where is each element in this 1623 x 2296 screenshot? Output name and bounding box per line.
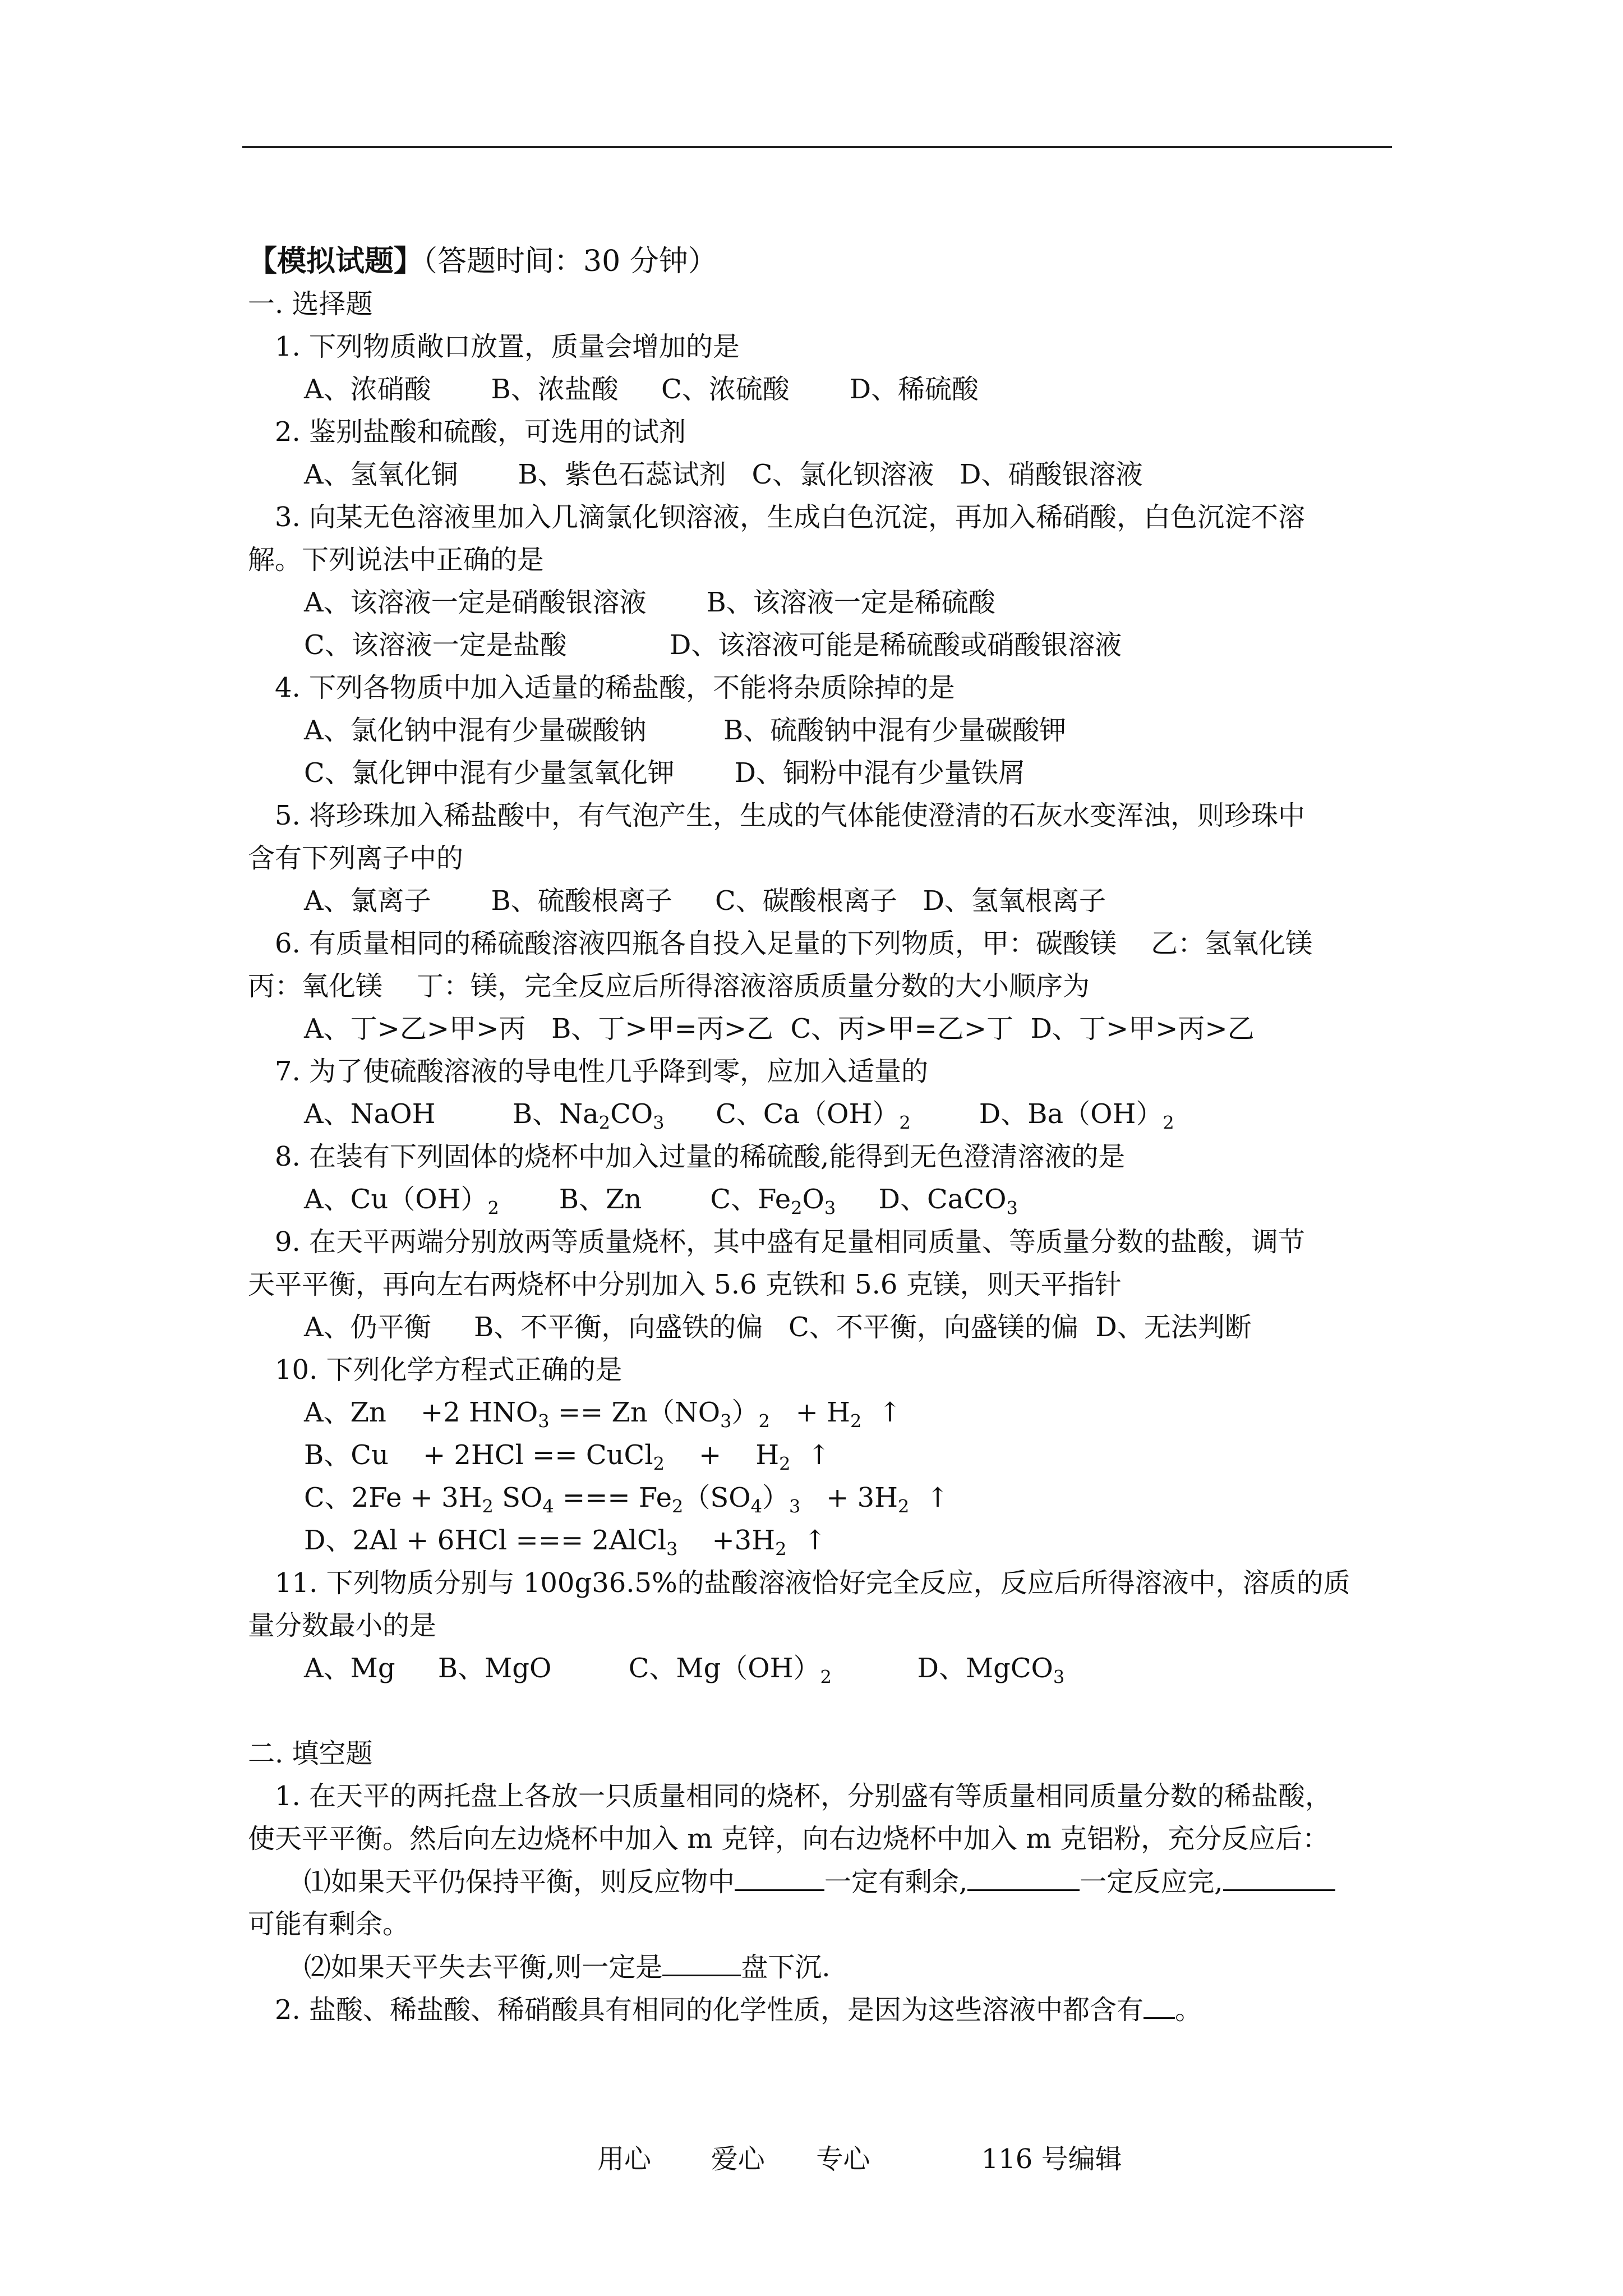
answer-blank[interactable] bbox=[735, 1860, 824, 1891]
q11-stem-line2: 量分数最小的是 bbox=[248, 1610, 437, 1641]
q10-stem: 10. 下列化学方程式正确的是 bbox=[275, 1354, 623, 1386]
answer-blank[interactable] bbox=[967, 1860, 1080, 1891]
q8-options bbox=[248, 1178, 1392, 1221]
q7-stem: 7. 为了使硫酸溶液的导电性几乎降到零，应加入适量的 bbox=[275, 1056, 929, 1087]
q7-option-b: B、$Na_2CO_3$ bbox=[512, 1098, 665, 1134]
q4-options-line2: C、氯化钾中混有少量氢氧化钾 D、铜粉中混有少量铁屑 bbox=[304, 757, 1026, 789]
q5-options: A、氯离子 B、硫酸根离子 C、碳酸根离子 D、氢氧根离子 bbox=[304, 885, 1106, 917]
fill-q2-stem: 2. 盐酸、稀盐酸、稀硝酸具有相同的化学性质，是因为这些溶液中都含有 。 bbox=[248, 1988, 1392, 2031]
q8-option-b: B、Zn bbox=[559, 1184, 642, 1215]
fill-q1-part1-cont: 可能有剩余。 bbox=[248, 1908, 410, 1940]
section2-heading: 二. 填空题 bbox=[248, 1738, 373, 1769]
q6-stem-line1: 6. 有质量相同的稀硫酸溶液四瓶各自投入足量的下列物质，甲：碳酸镁 乙：氢氧化镁 bbox=[275, 928, 1313, 959]
q11-option-d: D、MgCO$_3$ bbox=[917, 1653, 1065, 1688]
q7-option-d: D、$Ba(OH)_2$ bbox=[979, 1098, 1174, 1134]
section1-heading: 一. 选择题 bbox=[248, 288, 373, 320]
q7-option-a: A、NaOH bbox=[304, 1098, 436, 1130]
q1-stem: 1. 下列物质敞口放置，质量会增加的是 bbox=[275, 331, 740, 362]
q8-stem: 8. 在装有下列固体的烧杯中加入过量的稀硫酸,能得到无色澄清溶液的是 bbox=[275, 1141, 1126, 1172]
fill-q1-stem-line2: 使天平平衡。然后向左边烧杯中加入 m 克锌，向右边烧杯中加入 m 克铝粉，充分反应后： bbox=[248, 1823, 1330, 1855]
q9-stem-line1: 9. 在天平两端分别放两等质量烧杯，其中盛有足量相同质量、等质量分数的盐酸，调节 bbox=[275, 1226, 1306, 1258]
q3-stem-line1: 3. 向某无色溶液里加入几滴氯化钡溶液，生成白色沉淀，再加入稀硝酸，白色沉淀不溶 bbox=[275, 501, 1306, 533]
answer-blank[interactable] bbox=[1223, 1860, 1335, 1891]
fill-q1-part2: ⑵如果天平失去平衡,则一定是 盘下沉. bbox=[248, 1945, 1392, 1988]
q7-option-c: C、$Ca(OH)_2$ bbox=[716, 1098, 911, 1134]
q9-options: A、仍平衡 B、不平衡，向盛铁的偏 C、不平衡，向盛镁的偏 D、无法判断 bbox=[304, 1312, 1252, 1343]
header-rule bbox=[242, 146, 1392, 148]
page-title bbox=[248, 240, 1392, 283]
q7-options bbox=[248, 1093, 1392, 1135]
q10-option-c: C、$2Fe + 3H_2$ $SO_4$ === $Fe_2(SO_4)_3 + 3H_2$ ↑ bbox=[304, 1482, 949, 1517]
page-footer: 用心 爱心 专心 116 号编辑 bbox=[597, 2143, 1122, 2175]
q3-stem-line2: 解。下列说法中正确的是 bbox=[248, 544, 545, 576]
q10-option-a: A、Zn +2 $HNO_3 == Zn(NO_3)_2 + H_2$ ↑ bbox=[304, 1397, 902, 1432]
q4-options-line1: A、氯化钠中混有少量碳酸钠 B、硫酸钠中混有少量碳酸钾 bbox=[304, 715, 1067, 746]
document-body bbox=[248, 240, 1392, 2031]
q1-options: A、浓硝酸 B、浓盐酸 C、浓硫酸 D、稀硫酸 bbox=[304, 374, 979, 405]
q11-option-c: C、$Mg(OH)_2$ bbox=[628, 1653, 832, 1688]
q5-stem-line2: 含有下列离子中的 bbox=[248, 843, 464, 874]
q5-stem-line1: 5. 将珍珠加入稀盐酸中，有气泡产生，生成的气体能使澄清的石灰水变浑浊，则珍珠中 bbox=[275, 800, 1306, 831]
fill-q1-part1: ⑴如果天平仍保持平衡，则反应物中 一定有剩余, 一定反应完, bbox=[248, 1860, 1392, 1903]
title-time: （答题时间：30 分钟） bbox=[423, 245, 717, 278]
q6-options: A、丁>乙>甲>丙 B、丁>甲=丙>乙 C、丙>甲=乙>丁 D、丁>甲>丙>乙 bbox=[304, 1013, 1255, 1045]
q11-options bbox=[248, 1647, 1392, 1690]
q3-options-line1: A、该溶液一定是硝酸银溶液 B、该溶液一定是稀硫酸 bbox=[304, 587, 995, 618]
q3-options-line2: C、该溶液一定是盐酸 D、该溶液可能是稀硫酸或硝酸银溶液 bbox=[304, 629, 1122, 661]
fill-q1-stem-line1: 1. 在天平的两托盘上各放一只质量相同的烧杯，分别盛有等质量相同质量分数的稀盐酸， bbox=[275, 1780, 1332, 1812]
q10-option-d: D、2Al + 6HCl === 2AlCl$_3$ $+3H_2$ ↑ bbox=[304, 1525, 827, 1560]
title-bold: 【模拟试题】 bbox=[248, 245, 423, 278]
q4-stem: 4. 下列各物质中加入适量的稀盐酸，不能将杂质除掉的是 bbox=[275, 672, 956, 703]
q8-option-c: C、$Fe_2O_3$ bbox=[710, 1184, 836, 1219]
q11-option-b: B、MgO bbox=[437, 1653, 552, 1684]
q11-stem-line1: 11. 下列物质分别与 100g36.5%的盐酸溶液恰好完全反应，反应后所得溶液中，溶质的质 bbox=[275, 1567, 1350, 1599]
answer-blank[interactable] bbox=[662, 1945, 741, 1976]
q8-option-a: A、$Cu(OH)_2$ bbox=[304, 1184, 499, 1219]
q2-stem: 2. 鉴别盐酸和硫酸，可选用的试剂 bbox=[275, 416, 686, 448]
q2-options: A、氢氧化铜 B、紫色石蕊试剂 C、氯化钡溶液 D、硝酸银溶液 bbox=[304, 459, 1143, 490]
q11-option-a: A、Mg bbox=[304, 1653, 395, 1684]
section-gap bbox=[248, 1690, 1392, 1732]
q10-option-b: B、Cu + 2HCl == CuCl$_2$ + $H_2$ ↑ bbox=[304, 1439, 831, 1475]
q8-option-d: D、CaCO$_3$ bbox=[878, 1184, 1018, 1219]
q6-stem-line2: 丙：氧化镁 丁：镁，完全反应后所得溶液溶质质量分数的大小顺序为 bbox=[248, 970, 1090, 1002]
q9-stem-line2: 天平平衡，再向左右两烧杯中分别加入 5.6 克铁和 5.6 克镁，则天平指针 bbox=[248, 1269, 1122, 1300]
answer-blank[interactable] bbox=[1144, 1988, 1175, 2019]
